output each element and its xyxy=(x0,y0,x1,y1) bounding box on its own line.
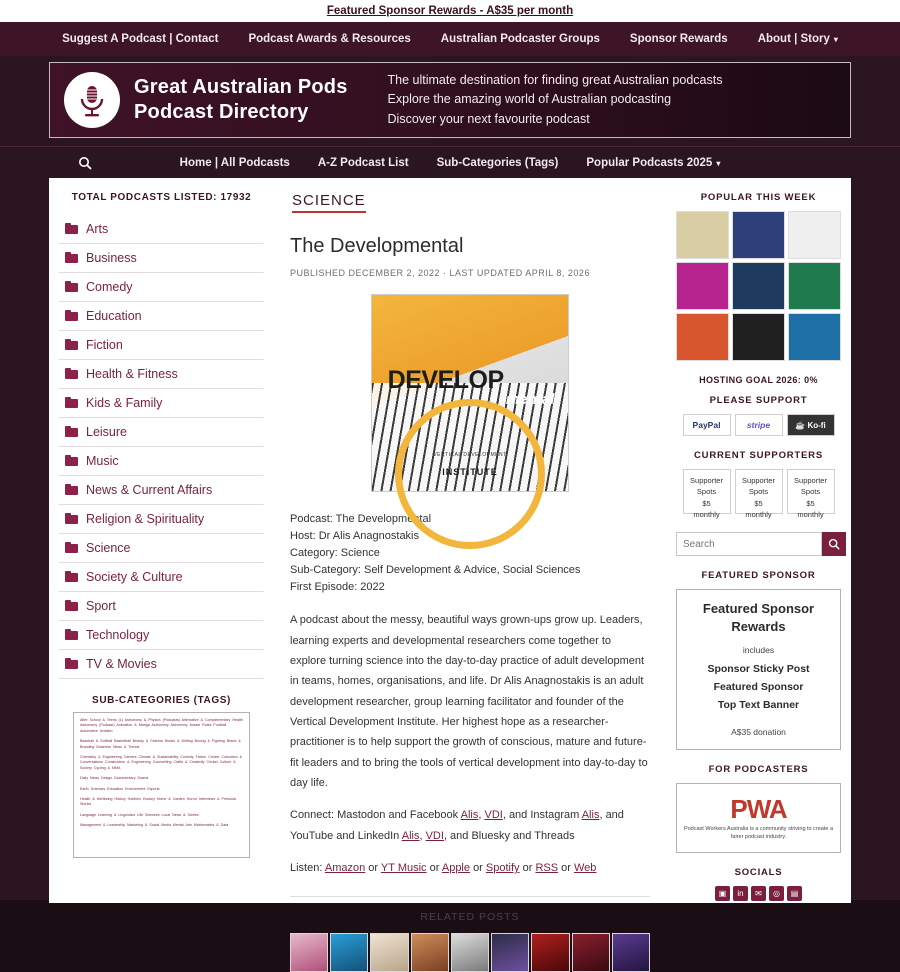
sidebar-item-health-fitness[interactable] xyxy=(59,360,264,389)
supporter-spot[interactable] xyxy=(735,469,783,519)
fact-host: Host: Dr Alis Anagnostakis xyxy=(290,530,420,543)
related-posts-row xyxy=(290,933,650,972)
supporter-line2: Spots xyxy=(800,487,821,497)
cover-word-mental: mental xyxy=(505,391,555,409)
folder-icon xyxy=(65,311,78,321)
sponsor-includes-label: includes xyxy=(742,645,775,656)
for-podcasters-heading: FOR PODCASTERS xyxy=(708,763,809,775)
nav-podcaster-groups[interactable]: Australian Podcaster Groups xyxy=(440,33,600,45)
listen-line xyxy=(290,858,650,878)
post-meta: PUBLISHED DECEMBER 2, 2022 · LAST UPDATED APRIL 8, 2026 xyxy=(290,268,590,278)
supporter-boxes xyxy=(674,469,843,519)
hosting-goal-text: HOSTING GOAL 2026: 0% xyxy=(699,375,818,385)
chevron-down-icon: ▾ xyxy=(833,35,838,44)
sidebar-item-education[interactable] xyxy=(59,302,264,331)
twitter-icon[interactable]: ✉ xyxy=(751,886,766,901)
folder-icon xyxy=(65,253,78,263)
payment-buttons xyxy=(674,414,843,436)
supporter-line2: Spots xyxy=(748,487,769,497)
sponsor-banner-link[interactable]: Featured Sponsor Rewards - A$35 per month xyxy=(326,5,574,17)
tagline-line2: Explore the amazing world of Australian podcasting xyxy=(387,92,672,107)
connect-link-vdi-facebook[interactable]: VDI xyxy=(484,809,503,822)
supporter-spot[interactable] xyxy=(683,469,731,519)
folder-icon xyxy=(65,427,78,437)
secondary-nav-links xyxy=(0,157,900,169)
sidebar-item-label: Technology xyxy=(86,628,150,642)
sidebar-item-kids-family[interactable] xyxy=(59,389,264,418)
related-thumb[interactable] xyxy=(572,933,610,972)
folder-icon xyxy=(65,456,78,466)
podcast-cover-art[interactable] xyxy=(371,294,569,492)
stripe-button[interactable]: stripe xyxy=(735,414,783,436)
search-submit-button[interactable] xyxy=(822,532,846,556)
popular-thumb[interactable] xyxy=(676,262,729,310)
folder-icon xyxy=(65,659,78,669)
supporter-line2: Spots xyxy=(696,487,717,497)
sponsor-donation-amount: A$35 donation xyxy=(731,726,786,737)
nav-popular-podcasts-2025[interactable] xyxy=(572,157,734,169)
sidebar-item-label: Leisure xyxy=(86,425,127,439)
sidebar-item-label: Health & Fitness xyxy=(86,367,178,381)
chevron-down-icon: ▾ xyxy=(716,158,721,168)
socials-heading: SOCIALS xyxy=(734,866,783,878)
nav-about-story[interactable] xyxy=(743,33,853,45)
primary-navigation xyxy=(0,22,900,56)
cover-vdi-text: VERTICAL DEVELOPMENT xyxy=(433,451,507,458)
post-body xyxy=(290,610,650,878)
sidebar-right xyxy=(666,178,851,903)
sidebar-item-fiction[interactable] xyxy=(59,331,264,360)
connect-link-alis-instagram[interactable]: Alis xyxy=(581,809,600,822)
subcategories-heading: SUB-CATEGORIES (TAGS) xyxy=(92,695,231,706)
sidebar-item-label: Kids & Family xyxy=(86,396,163,410)
tag-line: Earth Sciences Education Environment Esports xyxy=(80,786,160,791)
folder-icon xyxy=(65,224,78,234)
or-1: or xyxy=(368,862,379,875)
related-posts-heading: RELATED POSTS xyxy=(420,911,520,924)
featured-sponsor-heading: FEATURED SPONSOR xyxy=(701,570,816,581)
listen-link-apple[interactable]: Apple xyxy=(441,862,470,875)
tagline-line3: Discover your next favourite podcast xyxy=(387,111,590,126)
popular-thumb[interactable] xyxy=(676,211,729,259)
tag-line: Chemistry & Engineering Careers Climate & Sustainability Comedy Fiction Cricket Colourism & Conversations Construction & Engineering Counselling Crafts & Creativity Cricket Culture & Society Cycling & MMA xyxy=(80,754,242,770)
search-input[interactable] xyxy=(676,532,822,556)
content-shell xyxy=(49,178,851,924)
sidebar-item-label: Music xyxy=(86,454,119,468)
connect-line xyxy=(290,805,650,846)
supporter-line3: $5 xyxy=(702,498,711,508)
or-2: or xyxy=(429,862,440,875)
connect-sep2: , xyxy=(419,829,426,842)
top-sponsor-banner xyxy=(0,0,900,22)
tag-line: Health & Wellbeing History Hobbies Hockey Home & Garden Horror Interviews & Personal Stories xyxy=(80,796,236,807)
nav-home-all-podcasts[interactable]: Home | All Podcasts xyxy=(179,156,290,169)
current-supporters-heading: CURRENT SUPPORTERS xyxy=(694,450,823,461)
connect-prefix: Connect: Mastodon and Facebook xyxy=(290,809,461,822)
folder-icon xyxy=(65,340,78,350)
related-thumb[interactable] xyxy=(491,933,529,972)
sidebar-item-religion-spirituality[interactable] xyxy=(59,505,264,534)
popular-thumb[interactable] xyxy=(732,262,785,310)
sidebar-item-label: TV & Movies xyxy=(86,657,157,671)
supporter-line4: monthly xyxy=(797,509,824,519)
featured-sponsor-card[interactable] xyxy=(676,589,841,750)
popular-thumbs-grid xyxy=(674,211,843,361)
connect-mid: , and Instagram xyxy=(502,809,582,822)
related-thumb[interactable] xyxy=(330,933,368,972)
folder-icon xyxy=(65,572,78,582)
supporter-line1: Supporter xyxy=(794,476,827,485)
pwa-logo: PWA xyxy=(730,793,787,824)
popular-thumb[interactable] xyxy=(732,211,785,259)
supporter-line4: monthly xyxy=(693,509,720,519)
page-title: SCIENCE xyxy=(292,192,366,213)
sidebar-item-label: Society & Culture xyxy=(86,570,183,584)
related-thumb[interactable] xyxy=(531,933,569,972)
sidebar-item-label: Religion & Spirituality xyxy=(86,512,205,526)
sidebar-item-label: Fiction xyxy=(86,338,123,352)
sidebar-item-label: Comedy xyxy=(86,280,133,294)
divider xyxy=(290,896,650,897)
popular-week-heading: POPULAR THIS WEEK xyxy=(700,192,817,203)
sidebar-item-comedy[interactable] xyxy=(59,273,264,302)
site-title-line1: Great Australian Pods xyxy=(134,76,348,98)
sponsor-title-1: Featured Sponsor xyxy=(702,601,815,616)
category-list xyxy=(59,215,264,679)
popular-thumb[interactable] xyxy=(788,313,841,361)
cover-word-develop: DEVELOP xyxy=(387,365,504,394)
please-support-heading: PLEASE SUPPORT xyxy=(709,395,808,406)
nav-sub-categories[interactable]: Sub-Categories (Tags) xyxy=(436,156,559,169)
email-icon[interactable]: ▤ xyxy=(787,886,802,901)
subcategories-tag-cloud[interactable] xyxy=(73,712,250,858)
nav-az-podcast-list[interactable]: A-Z Podcast List xyxy=(317,156,409,169)
nav-sponsor-rewards[interactable]: Sponsor Rewards xyxy=(629,33,728,45)
supporter-line1: Supporter xyxy=(742,476,775,485)
sidebar-item-label: News & Current Affairs xyxy=(86,483,213,497)
sidebar-item-label: Arts xyxy=(86,222,109,236)
fact-podcast: Podcast: The Developmental xyxy=(290,513,432,525)
popular-thumb[interactable] xyxy=(788,211,841,259)
cover-institute-text: INSTITUTE xyxy=(442,467,498,478)
sidebar-item-leisure[interactable] xyxy=(59,418,264,447)
sidebar-item-label: Science xyxy=(86,541,131,555)
sidebar-item-science[interactable] xyxy=(59,534,264,563)
folder-icon xyxy=(65,369,78,379)
connect-mid2: , and YouTube and LinkedIn xyxy=(290,809,624,842)
header-hero-wrap xyxy=(0,56,900,138)
paypal-button[interactable]: PayPal xyxy=(683,414,731,436)
microphone-logo-icon[interactable] xyxy=(64,72,120,128)
or-3: or xyxy=(473,862,483,875)
connect-link-alis-facebook[interactable]: Alis xyxy=(460,809,479,822)
listen-link-rss[interactable]: RSS xyxy=(535,862,559,875)
post-description: A podcast about the messy, beautiful ways grown-ups grow up. Leaders, learning experts and developmental researchers come together to explore turning science into the day-to-day practice of adult development in teams, homes, organisations, and life. Dr Alis Anagnostakis is an adult development researcher, group learning facilitator and founder of the Vertical Development Institute. Her highest hope as a researcher-practitioner is to help support the growth of conscious, mature and future-fit leaders and to bring the tools of vertical development into day-to-day to day life. xyxy=(290,614,648,789)
fact-category: Category: Science xyxy=(290,547,380,560)
popular-thumb[interactable] xyxy=(676,313,729,361)
fact-first-episode: First Episode: 2022 xyxy=(290,581,385,594)
supporter-line3: $5 xyxy=(754,498,763,508)
sponsor-title-2: Rewards xyxy=(731,618,786,634)
folder-icon xyxy=(65,485,78,495)
supporter-spot[interactable] xyxy=(787,469,835,519)
sponsor-item-2: Featured Sponsor xyxy=(713,680,804,693)
related-thumb[interactable] xyxy=(290,933,328,972)
sidebar-item-label: Sport xyxy=(86,599,116,613)
sidebar-item-music[interactable] xyxy=(59,447,264,476)
fact-subcategory: Sub-Category: Self Development & Advice, Social Sciences xyxy=(290,564,581,577)
nav-about-label: About | Story xyxy=(757,33,830,45)
sponsor-item-1: Sponsor Sticky Post xyxy=(707,663,810,676)
listen-prefix: Listen: xyxy=(290,862,325,875)
sidebar-item-label: Education xyxy=(86,309,142,323)
pwa-banner[interactable] xyxy=(676,783,841,853)
supporter-line4: monthly xyxy=(745,509,772,519)
site-title-line2: Podcast Directory xyxy=(134,101,309,123)
sidebar-item-technology[interactable] xyxy=(59,621,264,650)
sidebar-item-sport[interactable] xyxy=(59,592,264,621)
connect-sep: , xyxy=(478,809,485,822)
supporter-line3: $5 xyxy=(806,498,815,508)
main-content xyxy=(274,178,666,924)
instagram-icon[interactable]: ▣ xyxy=(715,886,730,901)
folder-icon xyxy=(65,630,78,640)
site-tagline xyxy=(388,71,723,129)
kofi-button[interactable]: ☕ Ko-fi xyxy=(787,414,835,436)
total-podcasts-listed: TOTAL PODCASTS LISTED: 17932 xyxy=(71,192,252,203)
nav-suggest-podcast[interactable]: Suggest A Podcast | Contact xyxy=(62,33,219,45)
nav-awards-resources[interactable]: Podcast Awards & Resources xyxy=(248,33,411,45)
sidebar-item-society-culture[interactable] xyxy=(59,563,264,592)
social-links xyxy=(674,886,843,901)
sidebar-item-tv-movies[interactable] xyxy=(59,650,264,679)
sidebar-search-form xyxy=(676,532,841,556)
tag-line: Baseball & Softball Basketball Beauty & Fashion Books & Writing Boxing & Fighting Brand & Branding Business News & Trends xyxy=(80,739,241,749)
related-thumb[interactable] xyxy=(411,933,449,972)
site-header xyxy=(49,62,851,138)
tag-line: Language Learning & Linguistics Life Sciences Local News & Stories xyxy=(80,812,199,817)
sidebar-item-arts[interactable] xyxy=(59,215,264,244)
tag-line: After School & Teens (1) Astronomy & Physics (Podcasts) Alternative & Complementary Health Astronomy (Podcast) Animation & Manga Astronomy Astronomy Aussie Rules Football Automotive Aviation xyxy=(80,718,243,733)
or-4: or xyxy=(522,862,533,875)
listen-link-spotify[interactable]: Spotify xyxy=(485,862,520,875)
related-thumb[interactable] xyxy=(451,933,489,972)
connect-link-alis-linkedin[interactable]: Alis xyxy=(401,829,420,842)
sidebar-item-label: Business xyxy=(86,251,137,265)
or-5: or xyxy=(561,862,571,875)
tag-line: Daily News Design Documentary Drama xyxy=(80,776,149,781)
connect-tail: , and Bluesky and Threads xyxy=(443,829,575,842)
related-thumb[interactable] xyxy=(612,933,650,972)
related-thumb[interactable] xyxy=(370,933,408,972)
tagline-line1: The ultimate destination for finding great Australian podcasts xyxy=(387,72,723,87)
listen-link-ytmusic[interactable]: YT Music xyxy=(380,862,427,875)
site-title[interactable] xyxy=(134,75,348,125)
sidebar-item-news-current-affairs[interactable] xyxy=(59,476,264,505)
supporter-line1: Supporter xyxy=(690,476,723,485)
cover-art-wrap xyxy=(290,294,650,497)
folder-icon xyxy=(65,282,78,292)
listen-link-amazon[interactable]: Amazon xyxy=(324,862,366,875)
listen-link-web[interactable]: Web xyxy=(573,862,597,875)
sponsor-item-3: Top Text Banner xyxy=(717,698,800,711)
folder-icon xyxy=(65,514,78,524)
folder-icon xyxy=(65,543,78,553)
folder-icon xyxy=(65,601,78,611)
pwa-caption: Podcast Workers Australia is a community striving to create a fairer podcast industry. xyxy=(683,825,834,841)
popular-thumb[interactable] xyxy=(788,262,841,310)
post-title: The Developmental xyxy=(290,235,464,257)
connect-link-vdi-linkedin[interactable]: VDI xyxy=(425,829,444,842)
popular-thumb[interactable] xyxy=(732,313,785,361)
tag-line: Management & Leadership Marketing & Social Media Mental Arts Mathematics & Data xyxy=(80,823,229,828)
sidebar-left xyxy=(49,178,274,903)
linkedin-icon[interactable]: in xyxy=(733,886,748,901)
folder-icon xyxy=(65,398,78,408)
sidebar-item-business[interactable] xyxy=(59,244,264,273)
threads-icon[interactable]: ◎ xyxy=(769,886,784,901)
secondary-navigation xyxy=(0,146,900,178)
nav-popular-label: Popular Podcasts 2025 xyxy=(586,156,713,169)
